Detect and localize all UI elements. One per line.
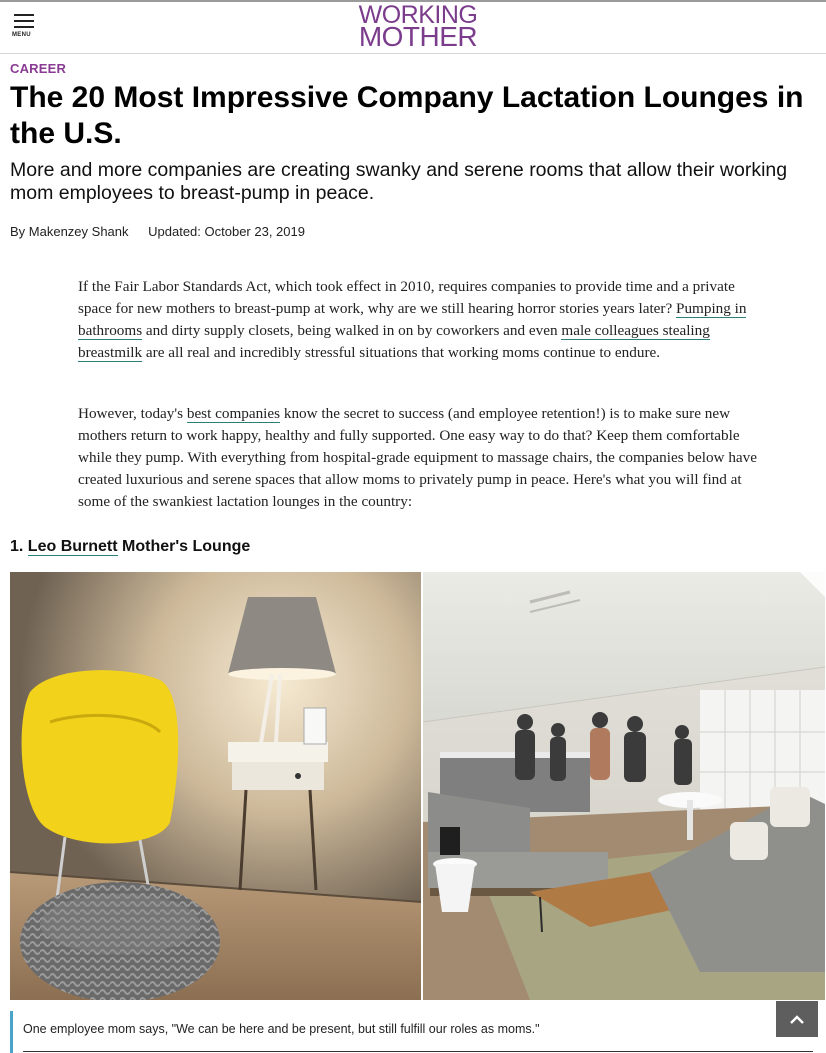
p1-text-3: are all real and incredibly stressful situations that working moms continue to endure. [142, 344, 661, 361]
article-subtitle: More and more companies are creating swanky and serene rooms that allow their working mom employees to breast-pump in peace. [10, 159, 788, 204]
site-logo[interactable] [352, 1, 484, 52]
site-header [0, 2, 826, 54]
logo-line-2: MOTHER [358, 21, 478, 52]
paragraph-intro [78, 276, 766, 364]
article-title: The 20 Most Impressive Company Lactation Lounges in the U.S. [10, 81, 804, 150]
logo-line-1: WORKING [358, 1, 478, 29]
lounge-photo [10, 572, 825, 1000]
menu-label: MENU [12, 32, 31, 38]
p2-text-1: However, today's [78, 405, 187, 422]
caption-divider [23, 1051, 813, 1052]
caption-text: One employee mom says, "We can be here and be present, but still fulfill our roles as moms." [23, 1022, 540, 1036]
byline [10, 224, 305, 239]
link-pumping-in-bathrooms[interactable]: Pumping in bathrooms [78, 300, 747, 339]
p2-text-2: know the secret to success (and employee retention!) is to make sure new mothers return to work happy, healthy and fully supported. One easy way to do that? Keep them comfortable while they pump. With everything from hospital-grade equipment to massage chairs, the companies below have created luxurious and serene spaces that allow moms to privately pump in peace. Here's what you will find at some of the swankiest lactation lounges in the country: [78, 405, 757, 510]
image-caption [10, 1011, 825, 1053]
p1-text-2: and dirty supply closets, being walked in on by coworkers and even [142, 322, 562, 339]
menu-button[interactable] [12, 14, 38, 44]
chevron-up-icon [789, 1013, 805, 1025]
link-best-companies[interactable]: best companies [186, 405, 281, 422]
link-leo-burnett[interactable]: Leo Burnett [27, 538, 118, 555]
section-heading-1 [10, 538, 250, 556]
updated-date: Updated: October 23, 2019 [148, 224, 305, 239]
section-title-rest: Mother's Lounge [117, 538, 251, 555]
section-number: 1. [10, 538, 28, 555]
back-to-top-button[interactable] [776, 1001, 818, 1037]
p1-text-1: If the Fair Labor Standards Act, which took effect in 2010, requires companies to provide time and a private space for new mothers to breast-pump at work, why are we still hearing horror stories years later? [78, 278, 735, 317]
category-tag[interactable]: CAREER [10, 61, 67, 76]
author: By Makenzey Shank [10, 224, 129, 239]
paragraph-best-companies [78, 403, 766, 513]
link-male-colleagues[interactable]: male colleagues stealing breastmilk [78, 322, 710, 361]
hamburger-icon [12, 14, 38, 28]
